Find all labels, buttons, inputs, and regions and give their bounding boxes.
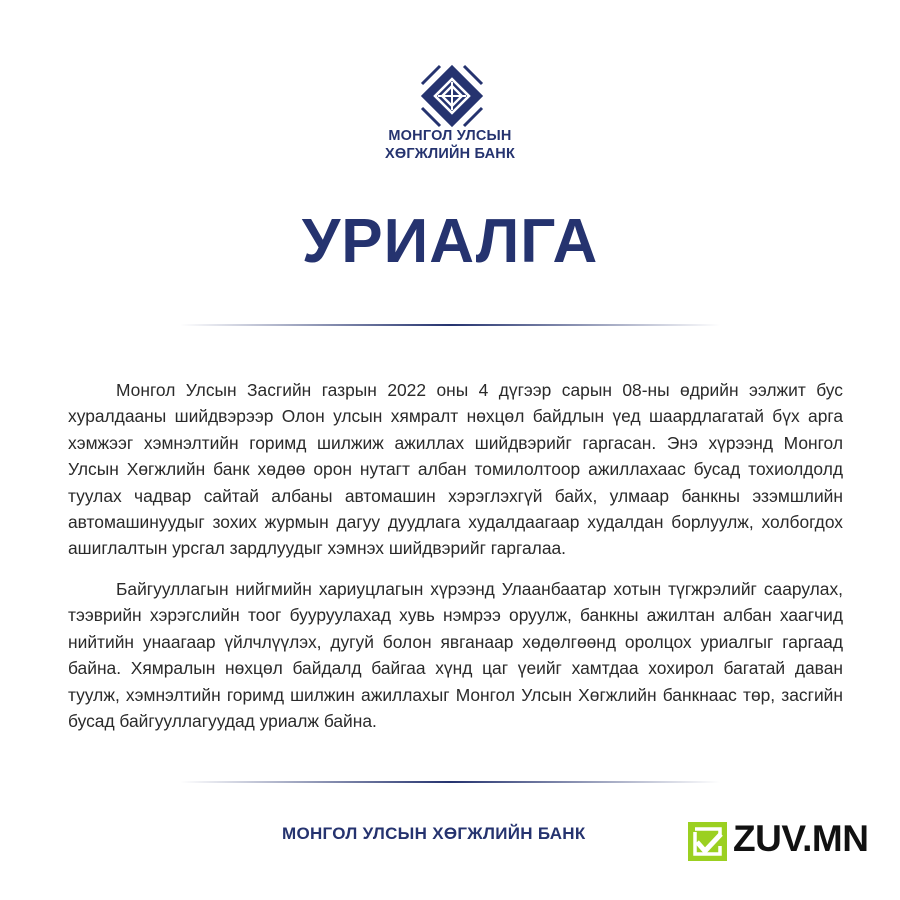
- body-paragraph-1: Монгол Улсын Засгийн газрын 2022 оны 4 дүгээр сарын 08-ны өдрийн ээлжит бус хуралдааны шийдвэрээр Олон улсын хямралт нөхцөл байдлын үед шаардлагатай бүх арга хэмжээг хэмнэлтийн горимд шилжиж ажиллах шийдвэрийг гаргасан. Энэ хүрээнд Монгол Улсын Хөгжлийн банк хөдөө орон нутагт албан томилолтоор ажиллахаас бусад тохиолдолд туулах чадвар сайтай албаны автомашин хэрэглэхгүй байх, улмаар банкны эзэмшлийн автомашинуудыг зохих журмын дагуу дуудлага худалдаагаар худалдан борлуулж, холбогдох ашиглалтын урсгал зардлуудыг хэмнэх шийдвэрийг гаргалаа.: [68, 380, 843, 559]
- organization-name-line2: ХӨГЖЛИЙН БАНК: [384, 146, 516, 162]
- top-divider: [180, 324, 720, 326]
- page-title: УРИАЛГА: [301, 207, 599, 276]
- bottom-divider: [180, 781, 720, 783]
- bank-logo-icon: [418, 62, 486, 130]
- footer-organization: МОНГОЛ УЛСЫН ХӨГЖЛИЙН БАНК: [282, 824, 586, 843]
- checkmark-icon: [688, 822, 727, 861]
- watermark-text: ZUV.MN: [733, 818, 869, 859]
- body-paragraph-2: Байгууллагын нийгмийн хариуцлагын хүрээнд Улаанбаатар хотын түгжрэлийг саарулах, тээврийн хэрэгслийн тоог бууруулахад хувь нэмрээ оруулж, банкны ажилтан албан хаагчид нийтийн унаагаар үйлчлүүлэх, дугуй болон явганаар хөдөлгөөнд оролцох уриалгыг гаргаад байна. Хямралын нөхцөл байдалд байгаа хүнд цаг үеийг хамтдаа хохирол багатай даван туулж, хэмнэлтийн горимд шилжин ажиллахыг Монгол Улсын Хөгжлийн банкнаас төр, засгийн бусад байгууллагуудад уриалж байна.: [68, 579, 843, 732]
- organization-name-line1: МОНГОЛ УЛСЫН: [388, 128, 512, 144]
